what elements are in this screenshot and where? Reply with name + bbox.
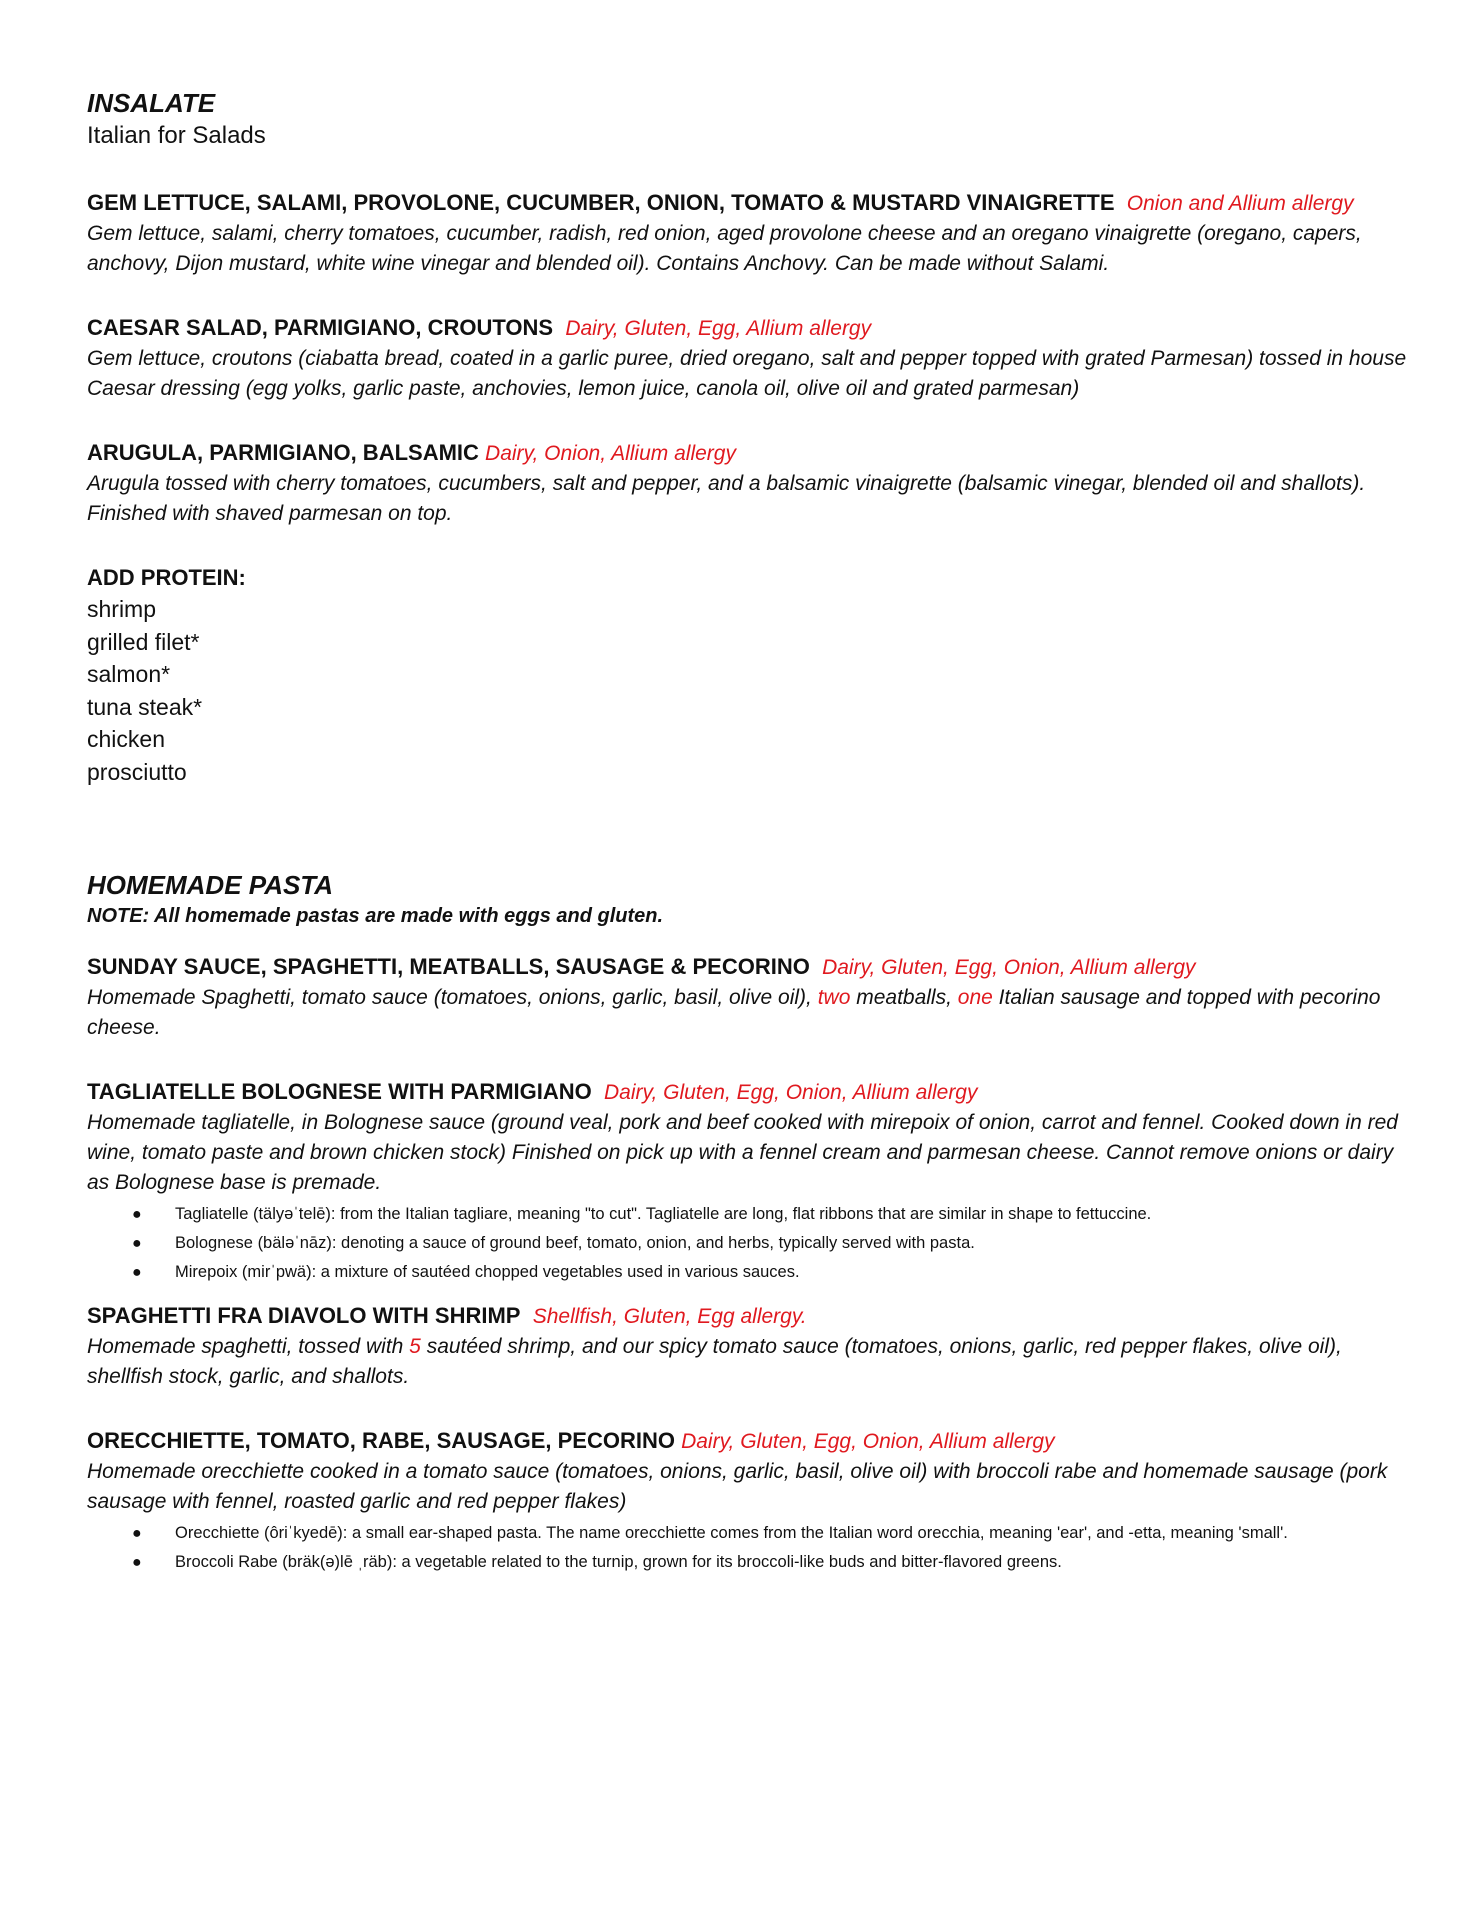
dish-name: GEM LETTUCE, SALAMI, PROVOLONE, CUCUMBER, ONION, TOMATO & MUSTARD VINAIGRETTE <box>87 190 1115 215</box>
dish-orecchiette <box>87 1426 1407 1577</box>
allergy-note: Dairy, Gluten, Egg, Onion, Allium allergy <box>604 1081 978 1104</box>
sausage-count: one <box>957 986 993 1009</box>
list-item: ● Orecchiette (ôriˈkyedē): a small ear-shaped pasta. The name orecchiette comes from the Italian word orecchia, meaning 'ear', and -etta, meaning 'small'. <box>87 1519 1407 1548</box>
dish-name: ARUGULA, PARMIGIANO, BALSAMIC <box>87 440 479 465</box>
bullet-icon: ● <box>132 1235 142 1252</box>
protein-list <box>87 593 1407 788</box>
shrimp-count: 5 <box>409 1335 421 1358</box>
allergy-note: Dairy, Onion, Allium allergy <box>485 442 736 465</box>
meatball-count: two <box>817 986 851 1009</box>
section-title-pasta: HOMEMADE PASTA <box>87 870 334 900</box>
section-subtitle-insalate: Italian for Salads <box>87 122 266 149</box>
list-item: ● Mirepoix (mirˈpwä): a mixture of sautéed chopped vegetables used in various sauces. <box>87 1258 1407 1287</box>
dish-name: SPAGHETTI FRA DIAVOLO WITH SHRIMP <box>87 1303 521 1328</box>
dish-description: Gem lettuce, salami, cherry tomatoes, cucumber, radish, red onion, aged provolone cheese and an oregano vinaigrette (oregano, capers, anchovy, Dijon mustard, white wine vinegar and blended oil). Contains Anchovy. Can be made without Salami. <box>87 222 1362 275</box>
list-item: tuna steak* <box>87 693 203 720</box>
list-item: salmon* <box>87 661 171 687</box>
pasta-note: NOTE: All homemade pastas are made with eggs and gluten. <box>87 905 664 927</box>
list-item: shrimp <box>87 596 157 622</box>
bullet-icon: ● <box>132 1206 142 1223</box>
menu-page <box>87 86 1407 1577</box>
glossary-list <box>87 1200 1407 1287</box>
dish-arugula <box>87 438 1407 529</box>
dish-description: Homemade Spaghetti, tomato sauce (tomatoes, onions, garlic, basil, olive oil), two meatballs, one Italian sausage and topped with pecorino cheese. <box>87 986 1381 1039</box>
allergy-note: Onion and Allium allergy <box>1126 192 1354 215</box>
dish-fra-diavolo <box>87 1301 1407 1392</box>
dish-description: Homemade spaghetti, tossed with 5 sautéed shrimp, and our spicy tomato sauce (tomatoes, onions, garlic, red pepper flakes, olive oil), shellfish stock, garlic, and shallots. <box>87 1335 1342 1388</box>
bullet-icon: ● <box>132 1264 142 1281</box>
allergy-note: Shellfish, Gluten, Egg allergy. <box>532 1305 807 1328</box>
dish-description: Homemade tagliatelle, in Bolognese sauce (ground veal, pork and beef cooked with mirepoix of onion, carrot and fennel. Cooked down in red wine, tomato paste and brown chicken stock) Finished on pick up with a fennel cream and parmesan cheese. Cannot remove onions or dairy as Bolognese base is premade. <box>87 1111 1398 1194</box>
list-item: grilled filet* <box>87 628 200 655</box>
add-protein-block <box>87 563 1407 788</box>
dish-name: ORECCHIETTE, TOMATO, RABE, SAUSAGE, PECORINO <box>87 1428 675 1453</box>
dish-description: Arugula tossed with cherry tomatoes, cucumbers, salt and pepper, and a balsamic vinaigrette (balsamic vinegar, blended oil and shallots). Finished with shaved parmesan on top. <box>87 472 1366 525</box>
section-title-insalate: INSALATE <box>87 88 216 118</box>
dish-sunday-sauce <box>87 952 1407 1043</box>
dish-name: CAESAR SALAD, PARMIGIANO, CROUTONS <box>87 315 554 340</box>
allergy-note: Dairy, Gluten, Egg, Onion, Allium allergy <box>681 1430 1055 1453</box>
dish-name: TAGLIATELLE BOLOGNESE WITH PARMIGIANO <box>87 1079 592 1104</box>
add-protein-title: ADD PROTEIN: <box>87 565 246 590</box>
list-item: ● Tagliatelle (tälyəˈtelē): from the Italian tagliare, meaning "to cut". Tagliatelle are long, flat ribbons that are similar in shape to fettuccine. <box>87 1200 1407 1229</box>
dish-description: Homemade orecchiette cooked in a tomato sauce (tomatoes, onions, garlic, basil, olive oil) with broccoli rabe and homemade sausage (pork sausage with fennel, roasted garlic and red pepper flakes) <box>87 1460 1388 1513</box>
list-item: ● Bolognese (bäləˈnāz): denoting a sauce of ground beef, tomato, onion, and herbs, typically served with pasta. <box>87 1229 1407 1258</box>
bullet-icon: ● <box>132 1525 142 1542</box>
dish-gem-lettuce <box>87 188 1407 279</box>
list-item: prosciutto <box>87 758 187 785</box>
dish-description: Gem lettuce, croutons (ciabatta bread, coated in a garlic puree, dried oregano, salt and pepper topped with grated Parmesan) tossed in house Caesar dressing (egg yolks, garlic paste, anchovies, lemon juice, canola oil, olive oil and grated parmesan) <box>87 347 1407 400</box>
allergy-note: Dairy, Gluten, Egg, Allium allergy <box>565 317 872 340</box>
dish-caesar-salad <box>87 313 1407 404</box>
glossary-list <box>87 1519 1407 1577</box>
list-item: ● Broccoli Rabe (bräk(ə)lē ˌräb): a vegetable related to the turnip, grown for its broccoli-like buds and bitter-flavored greens. <box>87 1548 1407 1577</box>
allergy-note: Dairy, Gluten, Egg, Onion, Allium allergy <box>822 956 1196 979</box>
bullet-icon: ● <box>132 1554 142 1571</box>
dish-name: SUNDAY SAUCE, SPAGHETTI, MEATBALLS, SAUSAGE & PECORINO <box>87 954 810 979</box>
list-item: chicken <box>87 726 165 752</box>
dish-tagliatelle <box>87 1077 1407 1287</box>
